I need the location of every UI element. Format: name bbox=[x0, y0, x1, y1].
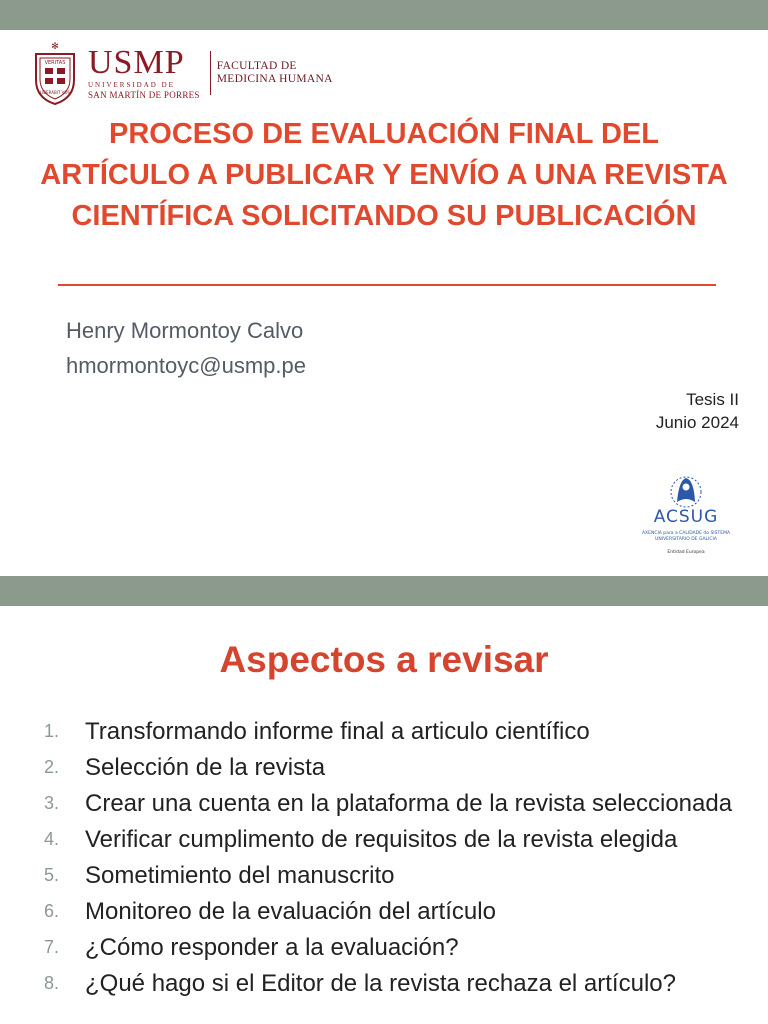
presentation-date: Junio 2024 bbox=[655, 413, 739, 432]
title-slide bbox=[0, 30, 768, 576]
author-name: Henry Mormontoy Calvo bbox=[66, 318, 304, 343]
svg-text:AXENCIA para a CALIDADE do SIS: AXENCIA para a CALIDADE do SISTEMA bbox=[641, 531, 731, 536]
top-divider-band bbox=[0, 0, 768, 30]
list-number: 3. bbox=[44, 793, 60, 813]
list-number: 2. bbox=[44, 757, 60, 777]
usmp-wordmark: USMP bbox=[88, 43, 185, 81]
list-item bbox=[44, 788, 744, 819]
list-item bbox=[44, 932, 744, 963]
logo-divider bbox=[210, 51, 211, 95]
course-info bbox=[656, 388, 739, 434]
list-text: ¿Qué hago si el Editor de la revista rechaza el artículo? bbox=[85, 970, 676, 997]
aspects-list bbox=[44, 716, 744, 1004]
list-text: Transformando informe final a articulo científico bbox=[85, 718, 590, 745]
university-label: UNIVERSIDAD DE bbox=[88, 80, 175, 89]
usmp-seal-icon bbox=[30, 40, 80, 106]
svg-text:ACSUG: ACSUG bbox=[653, 507, 719, 527]
course-name: Tesis II bbox=[686, 390, 739, 409]
list-text: Sometimiento del manuscrito bbox=[85, 862, 395, 889]
list-number: 7. bbox=[44, 937, 60, 957]
usmp-logo bbox=[30, 40, 333, 106]
list-item bbox=[44, 860, 744, 891]
list-item bbox=[44, 968, 744, 999]
list-text: Monitoreo de la evaluación del artículo bbox=[85, 898, 496, 925]
list-text: Crear una cuenta en la plataforma de la revista seleccionada bbox=[85, 790, 733, 817]
list-text: Verificar cumplimento de requisitos de la revista elegida bbox=[85, 826, 678, 853]
aspects-slide bbox=[0, 606, 768, 1024]
author-email: hmormontoyc@usmp.pe bbox=[66, 353, 306, 378]
presentation-title: PROCESO DE EVALUACIÓN FINAL DEL ARTÍCULO A PUBLICAR Y ENVÍO A UNA REVISTA CIENTÍFICA SOLICITANDO SU PUBLICACIÓN bbox=[40, 118, 728, 232]
list-number: 8. bbox=[44, 973, 60, 993]
author-block bbox=[66, 313, 306, 383]
list-text: Selección de la revista bbox=[85, 754, 326, 781]
svg-text:Entidad Europea: Entidad Europea bbox=[667, 550, 705, 555]
list-item bbox=[44, 824, 744, 855]
svg-text:UNIVERSITARIO DE GALICIA: UNIVERSITARIO DE GALICIA bbox=[655, 537, 717, 542]
svg-text:VERITAS: VERITAS bbox=[44, 60, 66, 66]
list-number: 6. bbox=[44, 901, 60, 921]
acsug-logo-icon bbox=[634, 472, 738, 562]
campus-label: SAN MARTÍN DE PORRES bbox=[88, 89, 200, 100]
list-number: 1. bbox=[44, 721, 60, 741]
svg-text:LIBERABIT VOS: LIBERABIT VOS bbox=[39, 90, 71, 95]
title-underline bbox=[58, 284, 716, 286]
list-text: ¿Cómo responder a la evaluación? bbox=[85, 934, 459, 961]
list-number: 4. bbox=[44, 829, 60, 849]
aspects-title: Aspectos a revisar bbox=[219, 639, 549, 680]
list-item bbox=[44, 716, 744, 747]
svg-text:✻: ✻ bbox=[51, 42, 59, 52]
slide-divider-band bbox=[0, 576, 768, 606]
list-item bbox=[44, 896, 744, 927]
faculty-label: FACULTAD DE MEDICINA HUMANA bbox=[216, 60, 333, 85]
list-item bbox=[44, 752, 744, 783]
list-number: 5. bbox=[44, 865, 60, 885]
